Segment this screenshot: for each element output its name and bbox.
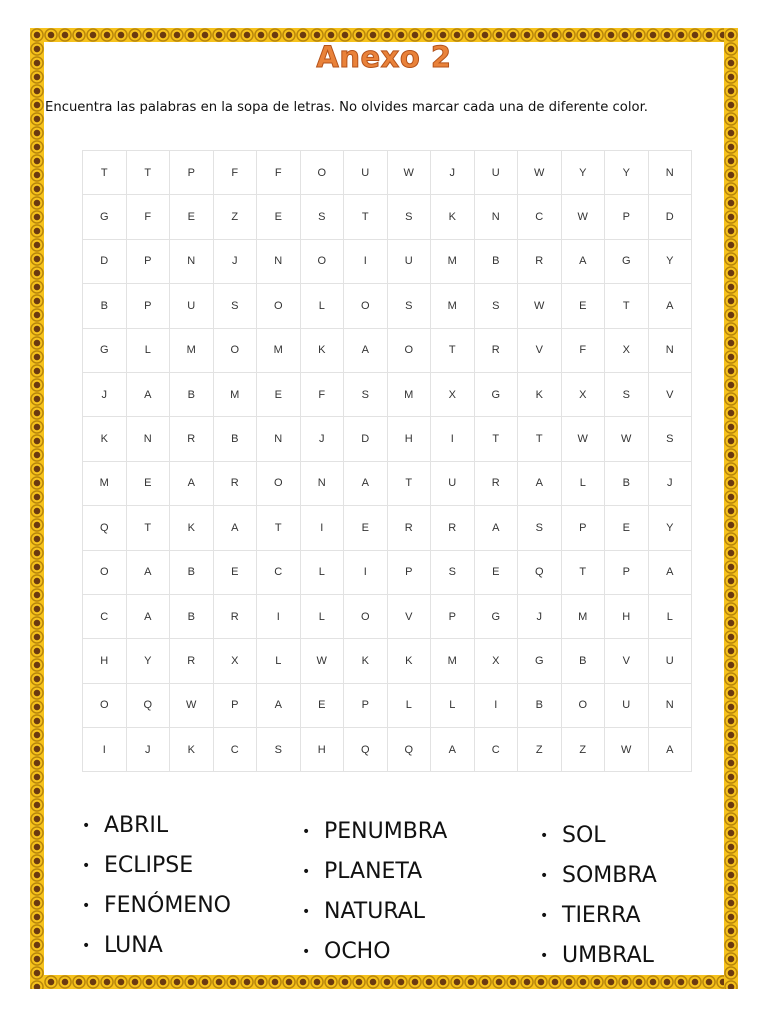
grid-cell[interactable]: V: [518, 328, 562, 372]
grid-cell[interactable]: E: [344, 506, 388, 550]
grid-cell[interactable]: U: [344, 151, 388, 195]
grid-cell[interactable]: F: [213, 151, 257, 195]
grid-cell[interactable]: H: [300, 728, 344, 772]
grid-row: [83, 151, 692, 195]
grid-cell[interactable]: D: [648, 195, 692, 239]
word-list-column-1: [82, 806, 231, 966]
grid-cell[interactable]: G: [83, 328, 127, 372]
word-list-item: [540, 896, 657, 936]
grid-cell[interactable]: M: [83, 461, 127, 505]
grid-cell[interactable]: X: [431, 372, 475, 416]
grid-cell[interactable]: O: [561, 683, 605, 727]
grid-cell[interactable]: F: [126, 195, 170, 239]
grid-cell[interactable]: A: [648, 728, 692, 772]
grid-cell[interactable]: M: [431, 639, 475, 683]
word-list-item: [82, 806, 231, 846]
grid-cell[interactable]: C: [257, 550, 301, 594]
word-label: SOL: [562, 823, 606, 848]
grid-cell[interactable]: N: [648, 151, 692, 195]
grid-cell[interactable]: C: [213, 728, 257, 772]
grid-cell[interactable]: R: [213, 594, 257, 638]
grid-row: [83, 461, 692, 505]
grid-cell[interactable]: M: [561, 594, 605, 638]
grid-row: [83, 550, 692, 594]
grid-cell[interactable]: N: [648, 328, 692, 372]
grid-cell[interactable]: Z: [518, 728, 562, 772]
word-list-item: [82, 846, 231, 886]
grid-cell[interactable]: O: [83, 550, 127, 594]
grid-cell[interactable]: L: [126, 328, 170, 372]
bullet-icon: •: [82, 818, 91, 834]
grid-cell[interactable]: P: [561, 506, 605, 550]
grid-row: [83, 639, 692, 683]
grid-cell[interactable]: T: [257, 506, 301, 550]
grid-cell[interactable]: M: [431, 239, 475, 283]
grid-cell[interactable]: E: [213, 550, 257, 594]
grid-cell[interactable]: K: [300, 328, 344, 372]
word-label: SOMBRA: [562, 863, 657, 888]
grid-cell[interactable]: E: [474, 550, 518, 594]
grid-cell[interactable]: S: [431, 550, 475, 594]
grid-cell[interactable]: A: [257, 683, 301, 727]
bullet-icon: •: [82, 938, 91, 954]
grid-cell[interactable]: O: [344, 594, 388, 638]
word-label: FENÓMENO: [104, 893, 231, 918]
grid-cell[interactable]: S: [518, 506, 562, 550]
grid-cell[interactable]: W: [387, 151, 431, 195]
word-label: ECLIPSE: [104, 853, 194, 878]
grid-cell[interactable]: X: [474, 639, 518, 683]
grid-cell[interactable]: L: [431, 683, 475, 727]
grid-cell[interactable]: D: [344, 417, 388, 461]
grid-cell[interactable]: T: [561, 550, 605, 594]
bullet-icon: •: [302, 824, 311, 840]
grid-cell[interactable]: Q: [83, 506, 127, 550]
grid-cell[interactable]: R: [474, 461, 518, 505]
grid-cell[interactable]: S: [474, 284, 518, 328]
grid-cell[interactable]: A: [344, 328, 388, 372]
grid-cell[interactable]: N: [474, 195, 518, 239]
grid-cell[interactable]: I: [257, 594, 301, 638]
grid-cell[interactable]: L: [300, 594, 344, 638]
grid-cell[interactable]: T: [474, 417, 518, 461]
grid-cell[interactable]: B: [474, 239, 518, 283]
grid-cell[interactable]: S: [257, 728, 301, 772]
grid-cell[interactable]: A: [648, 550, 692, 594]
grid-cell[interactable]: Y: [648, 506, 692, 550]
grid-cell[interactable]: Y: [605, 151, 649, 195]
bullet-icon: •: [540, 828, 549, 844]
grid-cell[interactable]: I: [474, 683, 518, 727]
grid-cell[interactable]: S: [300, 195, 344, 239]
word-list-column-3: [540, 816, 657, 976]
grid-cell[interactable]: P: [605, 195, 649, 239]
grid-cell[interactable]: A: [126, 372, 170, 416]
grid-cell[interactable]: I: [83, 728, 127, 772]
grid-cell[interactable]: K: [170, 506, 214, 550]
grid-cell[interactable]: A: [344, 461, 388, 505]
grid-cell[interactable]: K: [387, 639, 431, 683]
word-label: NATURAL: [324, 899, 426, 924]
grid-cell[interactable]: Y: [561, 151, 605, 195]
grid-cell[interactable]: B: [170, 550, 214, 594]
grid-cell[interactable]: Y: [126, 639, 170, 683]
grid-cell[interactable]: L: [300, 284, 344, 328]
grid-cell[interactable]: P: [344, 683, 388, 727]
grid-cell[interactable]: W: [605, 417, 649, 461]
grid-cell[interactable]: O: [387, 328, 431, 372]
grid-cell[interactable]: H: [605, 594, 649, 638]
grid-cell[interactable]: A: [518, 461, 562, 505]
grid-cell[interactable]: E: [170, 195, 214, 239]
grid-cell[interactable]: I: [344, 550, 388, 594]
grid-cell[interactable]: S: [387, 195, 431, 239]
grid-cell[interactable]: O: [300, 239, 344, 283]
grid-row: [83, 239, 692, 283]
sunflower-border-left: [30, 28, 44, 989]
word-list-column-2: [302, 812, 447, 972]
grid-row: [83, 683, 692, 727]
grid-cell[interactable]: P: [387, 550, 431, 594]
grid-cell[interactable]: Q: [344, 728, 388, 772]
bullet-icon: •: [302, 904, 311, 920]
grid-cell[interactable]: H: [83, 639, 127, 683]
bullet-icon: •: [540, 908, 549, 924]
grid-cell[interactable]: H: [387, 417, 431, 461]
grid-cell[interactable]: K: [344, 639, 388, 683]
grid-cell[interactable]: G: [518, 639, 562, 683]
sunflower-border-right: [724, 28, 738, 989]
grid-cell[interactable]: M: [170, 328, 214, 372]
grid-cell[interactable]: P: [605, 550, 649, 594]
grid-cell[interactable]: E: [605, 506, 649, 550]
grid-cell[interactable]: A: [170, 461, 214, 505]
bullet-icon: •: [82, 898, 91, 914]
grid-cell[interactable]: B: [518, 683, 562, 727]
grid-cell[interactable]: A: [126, 550, 170, 594]
grid-cell[interactable]: P: [126, 284, 170, 328]
grid-cell[interactable]: R: [213, 461, 257, 505]
grid-cell[interactable]: F: [561, 328, 605, 372]
grid-cell[interactable]: B: [170, 372, 214, 416]
grid-cell[interactable]: J: [83, 372, 127, 416]
grid-cell[interactable]: O: [257, 461, 301, 505]
grid-row: [83, 284, 692, 328]
grid-cell[interactable]: T: [126, 151, 170, 195]
grid-cell[interactable]: B: [605, 461, 649, 505]
grid-cell[interactable]: J: [213, 239, 257, 283]
grid-cell[interactable]: N: [300, 461, 344, 505]
word-label: OCHO: [324, 939, 391, 964]
grid-cell[interactable]: N: [170, 239, 214, 283]
bullet-icon: •: [540, 868, 549, 884]
grid-cell[interactable]: W: [170, 683, 214, 727]
grid-cell[interactable]: W: [561, 417, 605, 461]
grid-cell[interactable]: R: [474, 328, 518, 372]
grid-cell[interactable]: C: [518, 195, 562, 239]
grid-cell[interactable]: B: [561, 639, 605, 683]
word-list-item: [302, 932, 447, 972]
grid-cell[interactable]: A: [431, 728, 475, 772]
grid-cell[interactable]: O: [344, 284, 388, 328]
grid-cell[interactable]: V: [387, 594, 431, 638]
grid-cell[interactable]: E: [257, 372, 301, 416]
grid-cell[interactable]: N: [648, 683, 692, 727]
grid-cell[interactable]: M: [257, 328, 301, 372]
grid-cell[interactable]: G: [83, 195, 127, 239]
grid-cell[interactable]: N: [257, 239, 301, 283]
grid-cell[interactable]: K: [83, 417, 127, 461]
grid-cell[interactable]: L: [300, 550, 344, 594]
grid-row: [83, 195, 692, 239]
word-list-item: [302, 812, 447, 852]
word-label: ABRIL: [104, 813, 169, 838]
grid-cell[interactable]: W: [300, 639, 344, 683]
grid-cell[interactable]: Z: [561, 728, 605, 772]
grid-cell[interactable]: U: [605, 683, 649, 727]
grid-cell[interactable]: M: [213, 372, 257, 416]
word-label: UMBRAL: [562, 943, 654, 968]
word-list-item: [82, 926, 231, 966]
grid-cell[interactable]: Z: [213, 195, 257, 239]
grid-cell[interactable]: C: [474, 728, 518, 772]
grid-cell[interactable]: T: [344, 195, 388, 239]
grid-cell[interactable]: G: [605, 239, 649, 283]
grid-cell[interactable]: P: [126, 239, 170, 283]
grid-cell[interactable]: T: [431, 328, 475, 372]
grid-cell[interactable]: F: [300, 372, 344, 416]
grid-cell[interactable]: G: [474, 372, 518, 416]
grid-cell[interactable]: L: [561, 461, 605, 505]
grid-cell[interactable]: X: [605, 328, 649, 372]
grid-cell[interactable]: W: [518, 151, 562, 195]
grid-cell[interactable]: J: [300, 417, 344, 461]
grid-cell[interactable]: E: [257, 195, 301, 239]
grid-row: [83, 728, 692, 772]
word-search-grid: [82, 150, 692, 772]
grid-cell[interactable]: V: [648, 372, 692, 416]
grid-cell[interactable]: T: [83, 151, 127, 195]
grid-cell[interactable]: R: [170, 639, 214, 683]
grid-cell[interactable]: O: [300, 151, 344, 195]
grid-cell[interactable]: I: [300, 506, 344, 550]
grid-cell[interactable]: S: [387, 284, 431, 328]
grid-row: [83, 417, 692, 461]
grid-cell[interactable]: B: [170, 594, 214, 638]
grid-cell[interactable]: G: [474, 594, 518, 638]
word-label: TIERRA: [562, 903, 641, 928]
grid-cell[interactable]: Q: [387, 728, 431, 772]
grid-cell[interactable]: I: [431, 417, 475, 461]
grid-cell[interactable]: A: [474, 506, 518, 550]
bullet-icon: •: [302, 864, 311, 880]
grid-cell[interactable]: S: [213, 284, 257, 328]
grid-cell[interactable]: D: [83, 239, 127, 283]
grid-cell[interactable]: P: [431, 594, 475, 638]
grid-cell[interactable]: O: [257, 284, 301, 328]
grid-cell[interactable]: S: [605, 372, 649, 416]
word-list-item: [540, 816, 657, 856]
grid-cell[interactable]: W: [561, 195, 605, 239]
word-list-item: [302, 892, 447, 932]
grid-cell[interactable]: S: [648, 417, 692, 461]
grid-cell[interactable]: B: [83, 284, 127, 328]
word-label: LUNA: [104, 933, 163, 958]
grid-cell[interactable]: J: [518, 594, 562, 638]
grid-cell[interactable]: U: [474, 151, 518, 195]
grid-cell[interactable]: T: [126, 506, 170, 550]
grid-row: [83, 372, 692, 416]
grid-cell[interactable]: S: [344, 372, 388, 416]
grid-cell[interactable]: K: [518, 372, 562, 416]
grid-cell[interactable]: A: [213, 506, 257, 550]
grid-cell[interactable]: E: [126, 461, 170, 505]
grid-cell[interactable]: U: [387, 239, 431, 283]
grid-cell[interactable]: T: [605, 284, 649, 328]
bullet-icon: •: [302, 944, 311, 960]
grid-cell[interactable]: C: [83, 594, 127, 638]
grid-cell[interactable]: X: [561, 372, 605, 416]
grid-cell[interactable]: A: [126, 594, 170, 638]
grid-cell[interactable]: T: [518, 417, 562, 461]
grid-cell[interactable]: Q: [126, 683, 170, 727]
grid-cell[interactable]: T: [387, 461, 431, 505]
grid-cell[interactable]: J: [126, 728, 170, 772]
grid-cell[interactable]: K: [431, 195, 475, 239]
bullet-icon: •: [540, 948, 549, 964]
grid-cell[interactable]: X: [213, 639, 257, 683]
grid-cell[interactable]: J: [648, 461, 692, 505]
grid-cell[interactable]: W: [605, 728, 649, 772]
grid-cell[interactable]: U: [170, 284, 214, 328]
word-label: PENUMBRA: [324, 819, 448, 844]
page-title: Anexo 2: [316, 40, 452, 74]
grid-cell[interactable]: R: [387, 506, 431, 550]
grid-cell[interactable]: P: [170, 151, 214, 195]
grid-row: [83, 594, 692, 638]
grid-cell[interactable]: L: [648, 594, 692, 638]
word-list-item: [302, 852, 447, 892]
grid-cell[interactable]: K: [170, 728, 214, 772]
grid-cell[interactable]: N: [126, 417, 170, 461]
grid-cell[interactable]: A: [561, 239, 605, 283]
grid-cell[interactable]: E: [561, 284, 605, 328]
grid-cell[interactable]: J: [431, 151, 475, 195]
word-list-item: [540, 856, 657, 896]
grid-cell[interactable]: U: [648, 639, 692, 683]
grid-cell[interactable]: F: [257, 151, 301, 195]
grid-cell[interactable]: N: [257, 417, 301, 461]
grid-cell[interactable]: L: [257, 639, 301, 683]
grid-cell[interactable]: R: [170, 417, 214, 461]
grid-cell[interactable]: U: [431, 461, 475, 505]
grid-cell[interactable]: B: [213, 417, 257, 461]
grid-cell[interactable]: O: [213, 328, 257, 372]
grid-cell[interactable]: A: [648, 284, 692, 328]
grid-row: [83, 328, 692, 372]
word-list-item: [540, 936, 657, 976]
grid-cell[interactable]: L: [387, 683, 431, 727]
grid-cell[interactable]: P: [213, 683, 257, 727]
grid-cell[interactable]: R: [431, 506, 475, 550]
grid-cell[interactable]: R: [518, 239, 562, 283]
grid-cell[interactable]: V: [605, 639, 649, 683]
grid-cell[interactable]: M: [431, 284, 475, 328]
bullet-icon: •: [82, 858, 91, 874]
grid-cell[interactable]: I: [344, 239, 388, 283]
grid-cell[interactable]: W: [518, 284, 562, 328]
word-label: PLANETA: [324, 859, 423, 884]
grid-cell[interactable]: Q: [518, 550, 562, 594]
grid-row: [83, 506, 692, 550]
grid-cell[interactable]: Y: [648, 239, 692, 283]
grid-cell[interactable]: M: [387, 372, 431, 416]
sunflower-border-bottom: [30, 975, 738, 989]
word-list-item: [82, 886, 231, 926]
grid-cell[interactable]: O: [83, 683, 127, 727]
instructions-text: Encuentra las palabras en la sopa de letras. No olvides marcar cada una de diferente color.: [45, 100, 648, 115]
grid-cell[interactable]: E: [300, 683, 344, 727]
